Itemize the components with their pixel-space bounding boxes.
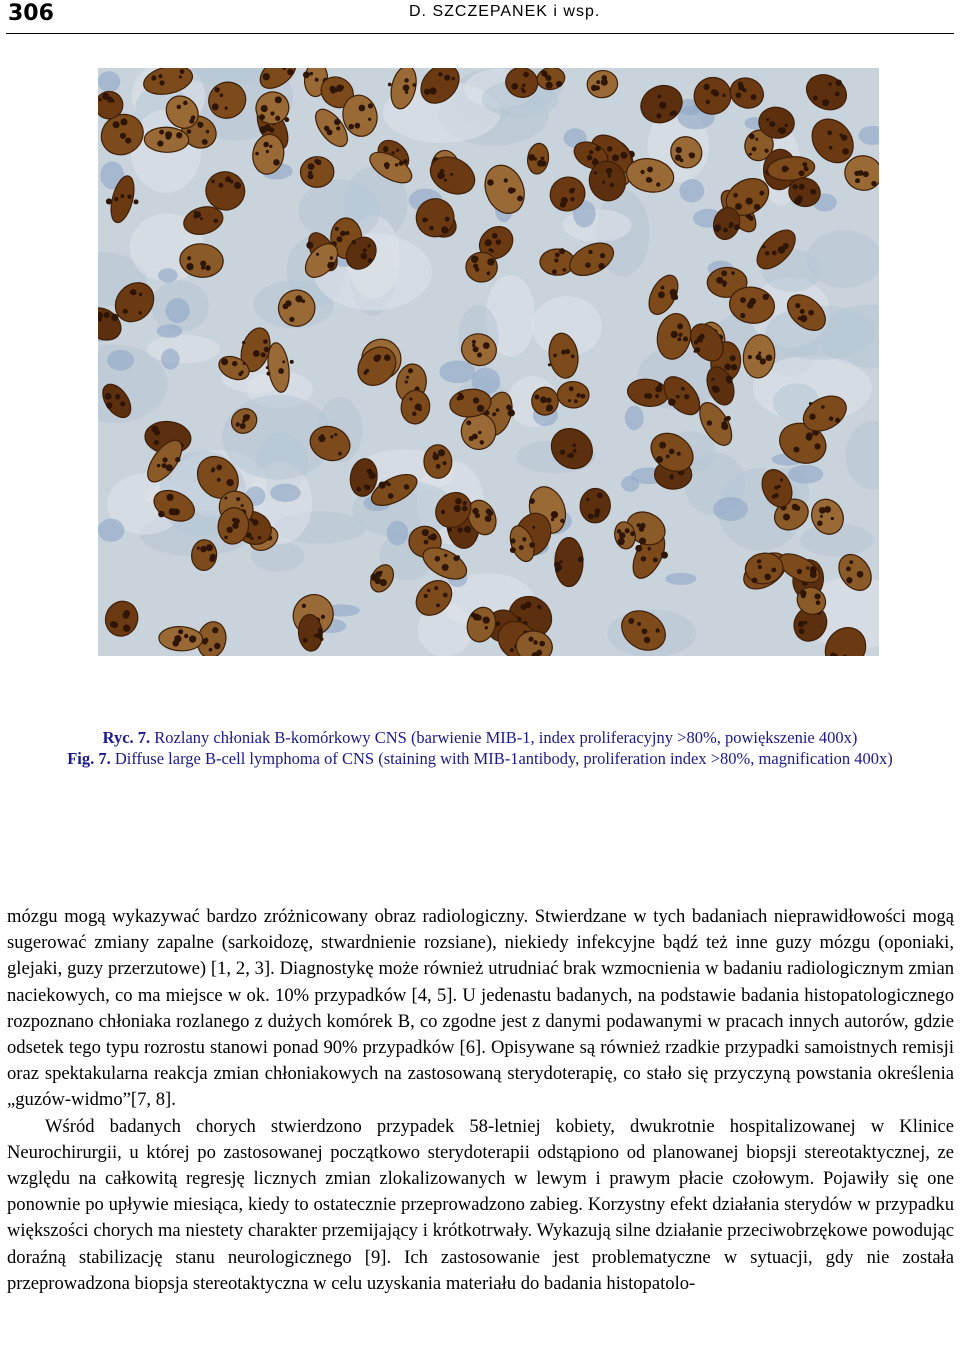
- running-head: D. SZCZEPANEK i wsp.: [409, 3, 601, 20]
- unstained-nucleus: [713, 497, 748, 521]
- unstained-nucleus: [107, 350, 134, 371]
- stained-nucleus: [144, 127, 189, 153]
- unstained-nucleus: [858, 126, 879, 145]
- tissue-background-patch: [147, 335, 220, 364]
- tissue-background-patch: [845, 421, 879, 490]
- unstained-nucleus: [165, 298, 189, 323]
- unstained-nucleus: [98, 519, 124, 542]
- unstained-nucleus: [788, 465, 823, 484]
- unstained-nucleus: [439, 360, 475, 383]
- stained-nucleus: [101, 597, 143, 641]
- unstained-nucleus: [157, 324, 183, 337]
- body-paragraph-1: mózgu mogą wykazywać bardzo zróżnicowany obraz radiologiczny. Stwierdzane w tych badaniach nieprawidłowości mogą sugerować zmiany zapalne (sarkoidozę, stwardnienie rozsiane), niekiedy infekcyjne bądź też inne guzy mózgu (oponiaki, glejaki, guzy przerzutowe) [1, 2, 3]. Diagnostykę może również utrudniać brak wzmocnienia w badaniu radiologicznym zmian naciekowych, co ma miejsce w ok. 10% przypadków [4, 5]. U jedenastu badanych, na podstawie badania histopatologicznego rozpoznano chłoniaka rozlanego z dużych komórek B, co zgodne jest z danymi podawanymi w pracach innych autorów, gdzie odsetek tego typu rozrostu stanowi ponad 90% przypadków [6]. Opisywane są również rzadkie przypadki samoistnych remisji oraz spektakularna reakcja zmian chłoniakowych na zastosowaną sterydoterapię, co stało się przyczyną powstania określenia „guzów-widmo”[7, 8].: [7, 906, 954, 1111]
- unstained-nucleus: [270, 484, 301, 502]
- body-paragraph-2: Wśród badanych chorych stwierdzono przypadek 58-letniej kobiety, dwukrotnie hospitalizowanej w Klinice Neurochirurgii, u której po zastosowanej początkowo sterydoterapii odstąpiono od planowanej biopsji stereotaktycznej, ze względu na całkowitą regresję licznych zmian zlokalizowanych w lewym i prawym płacie czołowym. Pojawiły się one ponownie po upływie miesiąca, kiedy to ostatecznie przeprowadzono zabieg. Korzystny efekt działania sterydów w przypadku większości chorych ma niestety charakter przemijający i krótkotrwały. Wykazują silne działanie przeciwobrzękowe powodując doraźną stabilizację stanu neurologicznego [9]. Ich zastosowanie jest problematyczne w sytuacji, gdy nie została przeprowadzona biopsja stereotaktyczna w celu uzyskania materiału do badania histopatolo-: [7, 1115, 954, 1294]
- figure-caption: [60, 728, 900, 769]
- unstained-nucleus: [98, 71, 120, 92]
- caption-polish-text: Rozlany chłoniak B-komórkowy CNS (barwienie MIB-1, index proliferacyjny >80%, powiększenie 400x): [154, 728, 858, 747]
- unstained-nucleus: [387, 521, 408, 546]
- stained-nucleus: [478, 159, 531, 219]
- page-header: [0, 0, 960, 34]
- stained-nucleus: [540, 248, 575, 275]
- stained-nucleus: [579, 488, 611, 524]
- stained-nucleus: [554, 538, 584, 587]
- micrograph-svg: [98, 68, 879, 656]
- stained-nucleus: [726, 73, 769, 113]
- caption-polish: [60, 728, 900, 749]
- unstained-nucleus: [158, 268, 178, 282]
- caption-english-label: Fig. 7.: [67, 748, 111, 768]
- body-text: [7, 904, 954, 1297]
- stained-nucleus: [158, 626, 203, 652]
- stained-nucleus: [585, 69, 619, 100]
- stained-nucleus: [532, 387, 559, 415]
- unstained-nucleus: [161, 348, 180, 369]
- page-number: 306: [8, 1, 54, 26]
- unstained-nucleus: [665, 573, 696, 585]
- caption-english: [60, 749, 900, 770]
- micrograph-image: [98, 68, 879, 656]
- caption-polish-label: Ryc. 7.: [102, 728, 151, 747]
- stained-nucleus: [557, 381, 590, 409]
- header-rule: [6, 33, 954, 34]
- unstained-nucleus: [625, 406, 644, 431]
- stained-nucleus: [801, 68, 853, 116]
- unstained-nucleus: [679, 179, 704, 202]
- stained-nucleus: [643, 271, 684, 320]
- stained-nucleus: [423, 444, 452, 478]
- stained-nucleus: [466, 252, 498, 282]
- caption-english-text: Diffuse large B-cell lymphoma of CNS (staining with MIB-1antibody, proliferation index >80%, magnification 400x): [114, 748, 893, 768]
- stained-nucleus: [526, 142, 551, 175]
